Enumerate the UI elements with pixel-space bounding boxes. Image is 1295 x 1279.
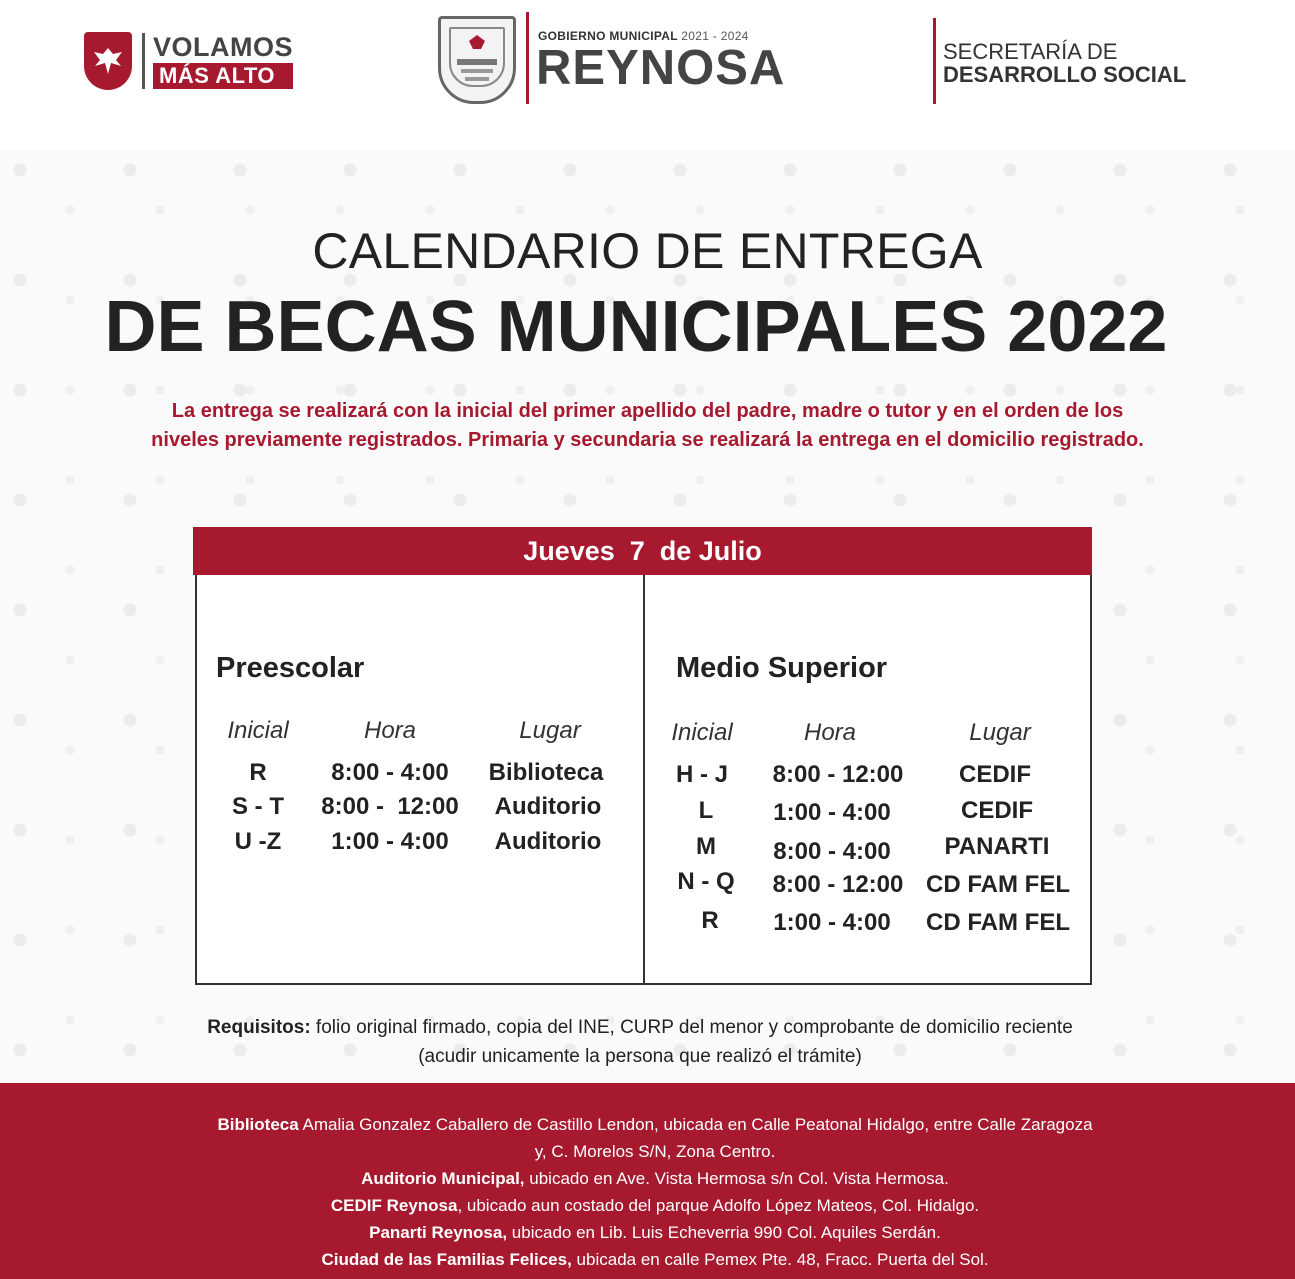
medio-head-lugar: Lugar (969, 719, 1031, 746)
medio-row5-inicial: R (701, 907, 719, 934)
requisitos-note: (acudir unicamente la persona que realizó el trámite) (418, 1046, 862, 1067)
brand-bottom-text: MÁS ALTO (153, 63, 293, 89)
medio-head-hora: Hora (803, 719, 857, 746)
location-line (0, 1192, 1295, 1219)
location-name: Ciudad de las Familias Felices, (321, 1250, 572, 1269)
preescolar-row1-inicial: R (249, 759, 267, 786)
intro-line2: niveles previamente registrados. Primaria y secundaria se realizará la entrega en el domicilio registrado. (151, 429, 1144, 451)
requisitos-label: Requisitos: (207, 1017, 311, 1038)
location-desc: y, C. Morelos S/N, Zona Centro. (534, 1142, 776, 1161)
medio-row1-lugar: CEDIF (959, 761, 1031, 788)
page-title-line2: DE BECAS MUNICIPALES 2022 (104, 287, 1168, 367)
medio-row2-inicial: L (698, 797, 714, 824)
medio-row3-hora: 8:00 - 4:00 (773, 838, 891, 865)
medio-row1-inicial: H - J (675, 761, 728, 788)
location-name: Biblioteca (217, 1115, 299, 1134)
preescolar-head-inicial: Inicial (227, 717, 289, 744)
eagle-shield-icon (84, 32, 132, 90)
reynosa-coat-of-arms-icon (438, 16, 516, 104)
medio-row4-hora: 8:00 - 12:00 (772, 871, 904, 898)
preescolar-title: Preescolar (216, 652, 365, 684)
preescolar-head-lugar: Lugar (519, 717, 581, 744)
location-line (0, 1165, 1295, 1192)
medio-row4-lugar: CD FAM FEL (926, 871, 1070, 898)
location-line (0, 1246, 1295, 1273)
location-line (0, 1138, 1295, 1165)
preescolar-row3-inicial: U -Z (234, 828, 282, 855)
medio-row4-inicial: N - Q (677, 868, 735, 895)
location-desc: ubicado en Lib. Luis Echeverria 990 Col. Aquiles Serdán. (507, 1223, 941, 1242)
location-desc: ubicada en calle Pemex Pte. 48, Fracc. Puerta del Sol. (571, 1250, 989, 1269)
preescolar-row2-lugar: Auditorio (494, 793, 602, 820)
requisitos-block (0, 1013, 1280, 1071)
preescolar-row3-hora: 1:00 - 4:00 (331, 828, 449, 855)
preescolar-row2-inicial: S - T (232, 793, 284, 820)
medio-head-inicial: Inicial (671, 719, 733, 746)
gobierno-years: 2021 - 2024 (681, 29, 749, 43)
medio-row2-lugar: CEDIF (961, 797, 1033, 824)
medio-row3-inicial: M (696, 833, 716, 860)
intro-text (20, 397, 1275, 455)
secretaria-line2: DESARROLLO SOCIAL (943, 62, 1187, 87)
location-name: Auditorio Municipal, (361, 1169, 525, 1188)
medio-row3-lugar: PANARTI (944, 833, 1050, 860)
preescolar-row2-hora: 8:00 - 12:00 (321, 793, 459, 820)
medio-superior-title: Medio Superior (676, 652, 888, 684)
requisitos-text: folio original firmado, copia del INE, CURP del menor y comprobante de domicilio reciente (310, 1017, 1073, 1038)
city-name: REYNOSA (536, 41, 786, 95)
location-desc: ubicado en Ave. Vista Hermosa s/n Col. Vista Hermosa. (524, 1169, 949, 1188)
locations-footer (0, 1083, 1295, 1279)
secretaria-line1: SECRETARÍA DE (943, 39, 1118, 64)
table-column-divider (643, 575, 645, 985)
red-divider (526, 12, 529, 104)
date-header: Jueves 7 de Julio (193, 527, 1092, 575)
medio-row2-hora: 1:00 - 4:00 (773, 799, 891, 826)
medio-row1-hora: 8:00 - 12:00 (772, 761, 904, 788)
medio-row5-hora: 1:00 - 4:00 (773, 909, 891, 936)
volamos-logo (84, 32, 293, 90)
medio-row5-lugar: CD FAM FEL (926, 909, 1070, 936)
location-desc: Amalia Gonzalez Caballero de Castillo Lendon, ubicada en Calle Peatonal Hidalgo, entre Calle Zaragoza (298, 1115, 1093, 1134)
location-line (0, 1111, 1295, 1138)
intro-line1: La entrega se realizará con la inicial del primer apellido del padre, madre o tutor y en el orden de los (171, 400, 1124, 422)
preescolar-head-hora: Hora (363, 717, 417, 744)
location-line (0, 1219, 1295, 1246)
requisitos-line (0, 1013, 1280, 1042)
preescolar-row1-lugar: Biblioteca (488, 759, 604, 786)
location-desc: , ubicado aun costado del parque Adolfo López Mateos, Col. Hidalgo. (457, 1196, 980, 1215)
location-name: Panarti Reynosa, (369, 1223, 508, 1242)
preescolar-row1-hora: 8:00 - 4:00 (331, 759, 449, 786)
location-name: CEDIF Reynosa (330, 1196, 458, 1215)
page-title-line1: CALENDARIO DE ENTREGA (312, 223, 983, 279)
gobierno-text: GOBIERNO MUNICIPAL (538, 29, 678, 43)
red-divider (933, 18, 936, 104)
brand-top-text: VOLAMOS (153, 32, 294, 62)
preescolar-row3-lugar: Auditorio (494, 828, 602, 855)
